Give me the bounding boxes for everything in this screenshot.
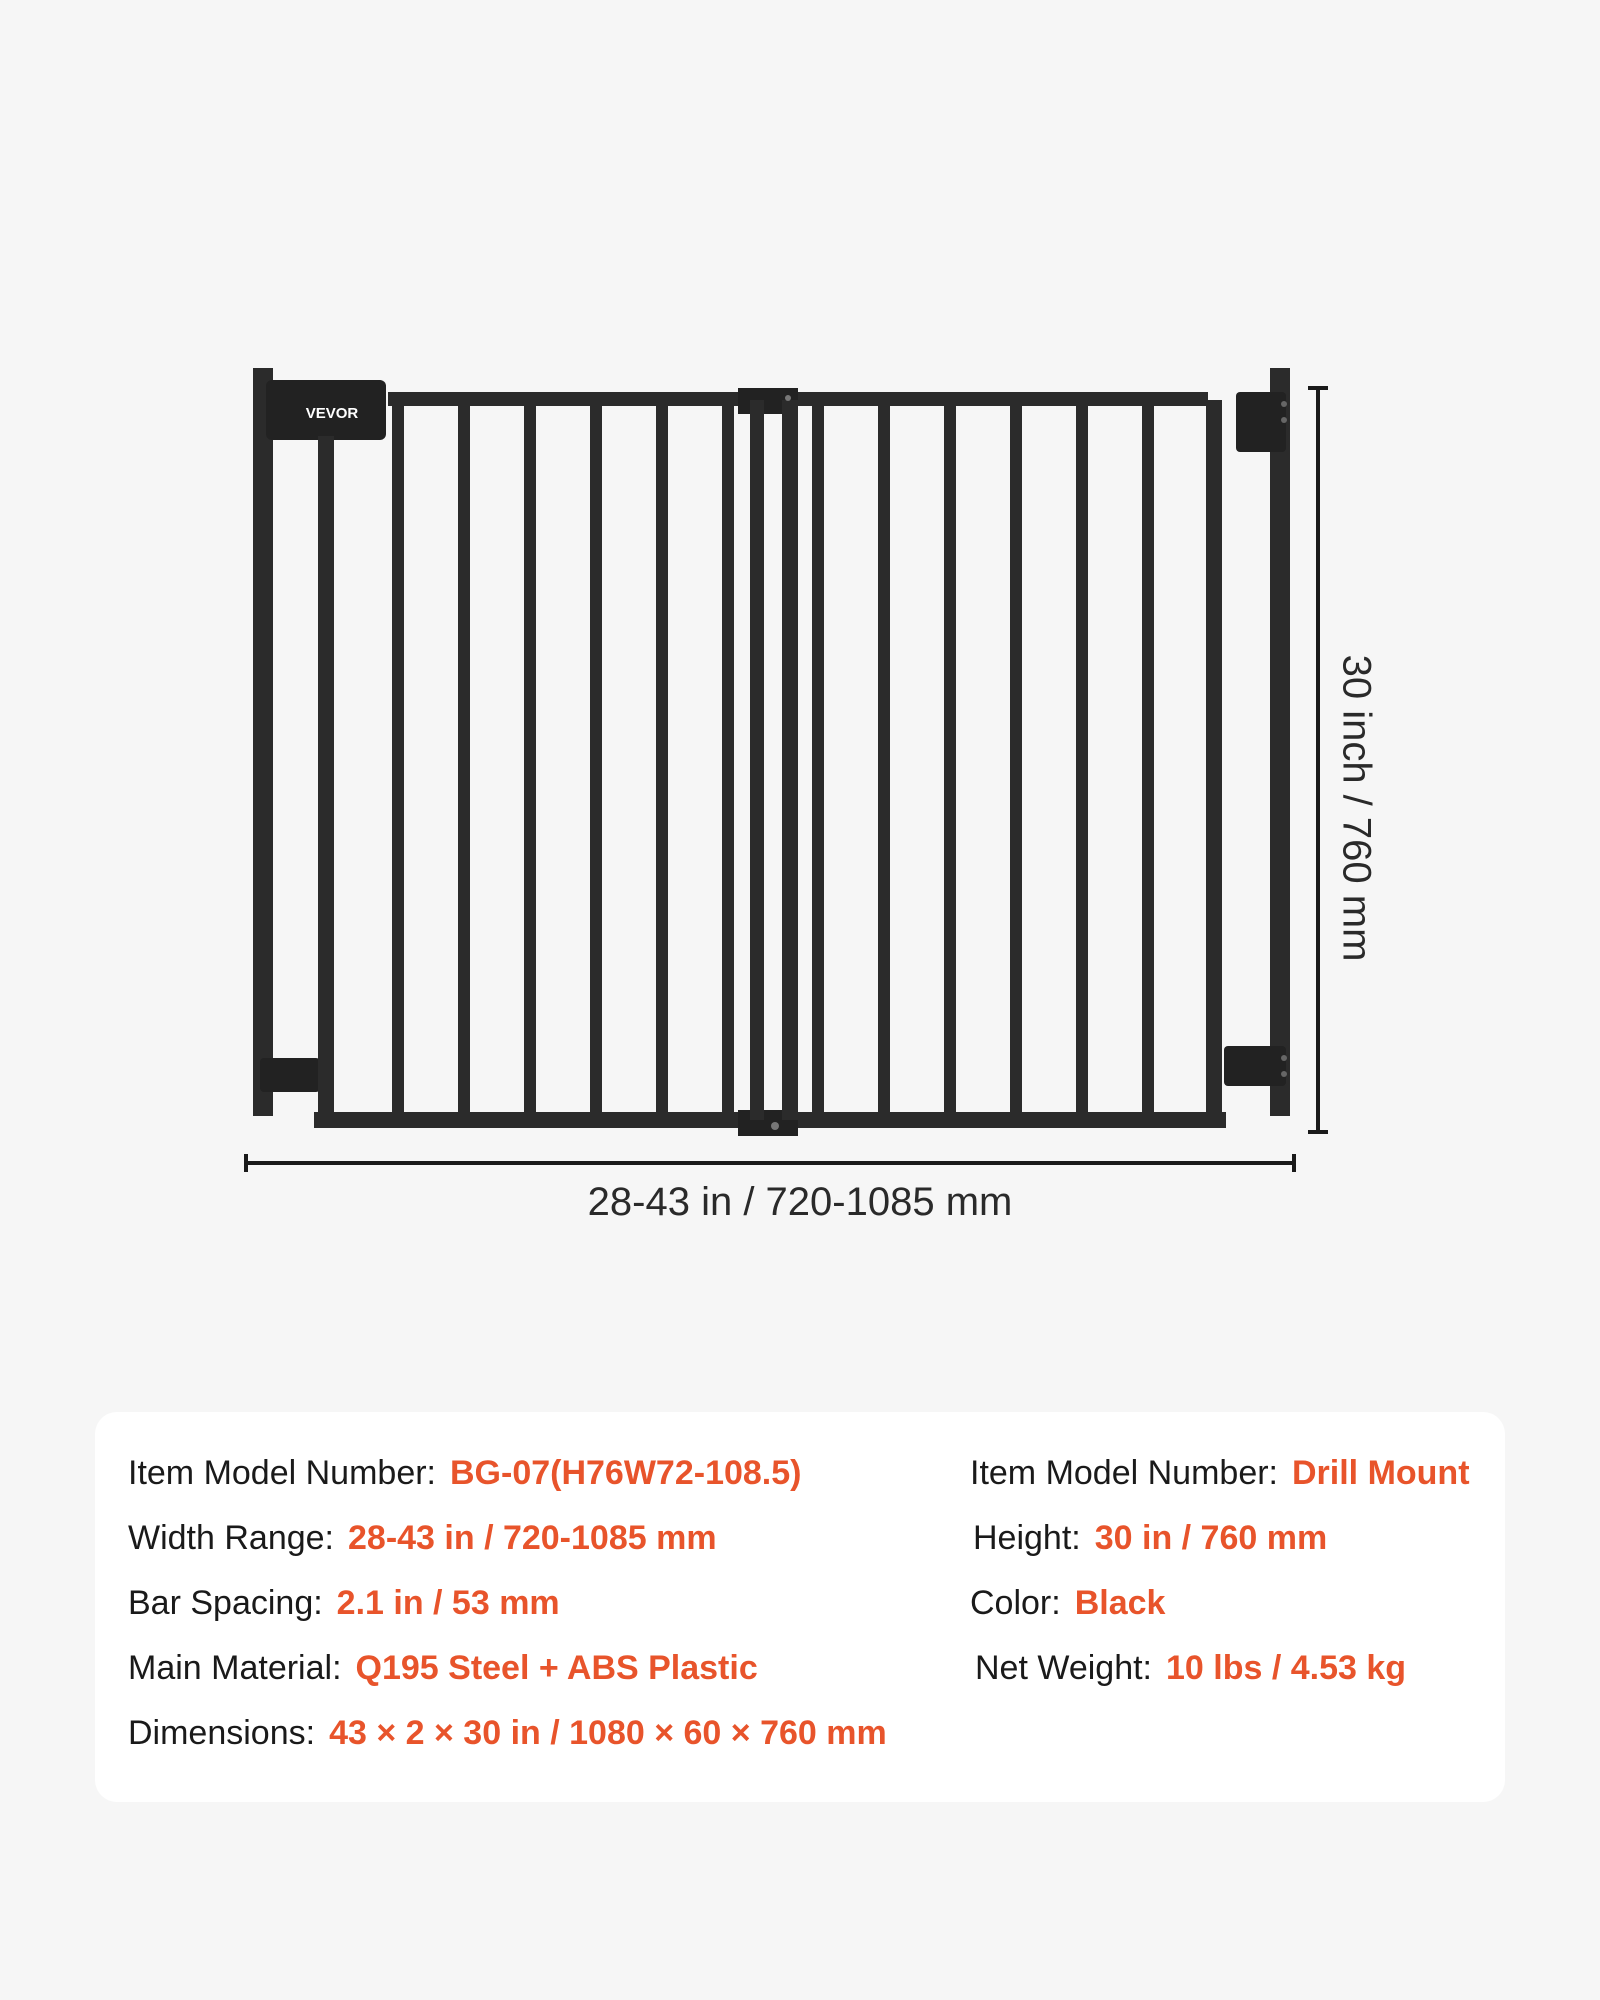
spec-label: Bar Spacing: xyxy=(128,1584,323,1622)
spec-label: Main Material: xyxy=(128,1649,342,1687)
width-dimension-line xyxy=(246,1154,1294,1172)
spec-row xyxy=(128,1519,717,1558)
spec-label: Color: xyxy=(970,1584,1061,1622)
spec-row xyxy=(128,1584,560,1623)
spec-value: Black xyxy=(1074,1584,1166,1622)
spec-label: Dimensions: xyxy=(128,1714,316,1752)
spec-row xyxy=(970,1584,1165,1623)
spec-label: Item Model Number: xyxy=(970,1454,1278,1492)
spec-label: Net Weight: xyxy=(975,1649,1153,1687)
spec-row xyxy=(973,1519,1327,1558)
spec-row xyxy=(128,1649,758,1688)
spec-label: Height: xyxy=(973,1519,1081,1557)
vevor-logo: VEVOR xyxy=(305,405,359,422)
spec-value: 10 lbs / 4.53 kg xyxy=(1166,1649,1407,1687)
spec-card xyxy=(95,1412,1505,1802)
spec-label: Width Range: xyxy=(128,1519,334,1557)
spec-value: Q195 Steel + ABS Plastic xyxy=(355,1649,758,1687)
width-dimension-label: 28-43 in / 720-1085 mm xyxy=(587,1180,1013,1224)
spec-row xyxy=(128,1714,887,1753)
spec-value: BG-07(H76W72-108.5) xyxy=(450,1454,802,1492)
spec-row xyxy=(975,1649,1406,1688)
height-dimension-line xyxy=(1308,388,1328,1132)
spec-value: 43 × 2 × 30 in / 1080 × 60 × 760 mm xyxy=(329,1714,887,1752)
spec-value: 28-43 in / 720-1085 mm xyxy=(348,1519,717,1557)
spec-value: 30 in / 760 mm xyxy=(1094,1519,1328,1557)
height-dimension-label: 30 inch / 760 mm xyxy=(1334,654,1379,962)
spec-row xyxy=(128,1454,801,1493)
spec-row xyxy=(970,1454,1470,1493)
spec-value: 2.1 in / 53 mm xyxy=(336,1584,560,1622)
spec-value: Drill Mount xyxy=(1292,1454,1470,1492)
spec-label: Item Model Number: xyxy=(128,1454,436,1492)
